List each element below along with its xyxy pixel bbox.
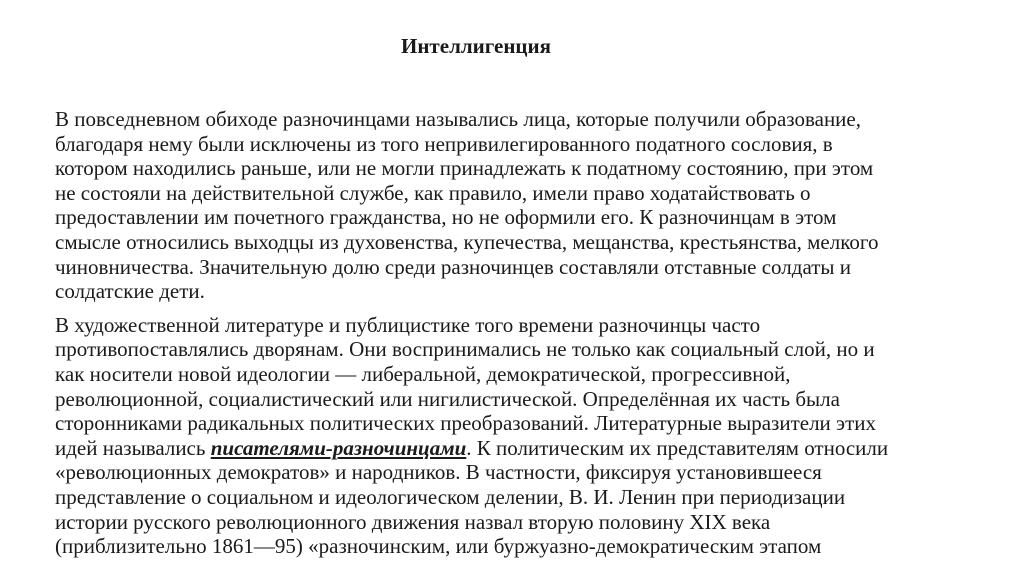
text-line-with-emphasis — [55, 436, 990, 461]
text-line: сторонниками радикальных политических преобразований. Литературные выразители этих — [55, 411, 876, 436]
page-title: Интеллигенция — [401, 34, 551, 58]
text-line: солдатские дети. — [55, 279, 205, 304]
text-line: котором находились раньше, или не могли принадлежать к податному состоянию, при этом — [55, 156, 874, 181]
text-line: революционной, социалистический или нигилистической. Определённая их часть была — [55, 386, 840, 411]
text-line: (приблизительно 1861—95) «разночинским, или буржуазно-демократическим этапом — [55, 534, 822, 559]
text-after-emphasis: . К политическим их представителям относили — [466, 435, 889, 460]
text-line: В повседневном обиходе разночинцами назывались лица, которые получили образование, — [55, 107, 861, 131]
text-line: «революционных демократов» и народников. В частности, фиксируя установившееся — [55, 460, 822, 485]
text-before-emphasis: идей назывались — [55, 435, 211, 460]
paragraph-2 — [55, 313, 990, 559]
text-line: не состояли на действительной службе, как правило, имели право ходатайствовать о — [55, 180, 811, 205]
emphasized-term: писателями-разночинцами — [210, 435, 467, 460]
text-line: благодаря нему были исключены из того непривилегированного податного сословия, в — [55, 131, 833, 156]
text-line: истории русского революционного движения назвал вторую половину XIX века — [55, 509, 771, 534]
text-line: представление о социальном и идеологическом делении, В. И. Ленин при периодизации — [55, 484, 846, 509]
text-line: В художественной литературе и публицистике того времени разночинцы часто — [55, 312, 761, 337]
text-line: противопоставлялись дворянам. Они воспринимались не только как социальный слой, но и — [55, 337, 875, 362]
paragraph-1 — [55, 107, 990, 304]
text-line: чиновничества. Значительную долю среди разночинцев составляли отставные солдаты и — [55, 254, 851, 279]
text-line: предоставлении им почетного гражданства, но не оформили его. К разночинцам в этом — [55, 205, 837, 230]
text-line: как носители новой идеологии — либеральной, демократической, прогрессивной, — [55, 361, 791, 386]
body-text — [55, 107, 990, 559]
text-line: смысле относились выходцы из духовенства, купечества, мещанства, крестьянства, мелкого — [55, 229, 879, 254]
